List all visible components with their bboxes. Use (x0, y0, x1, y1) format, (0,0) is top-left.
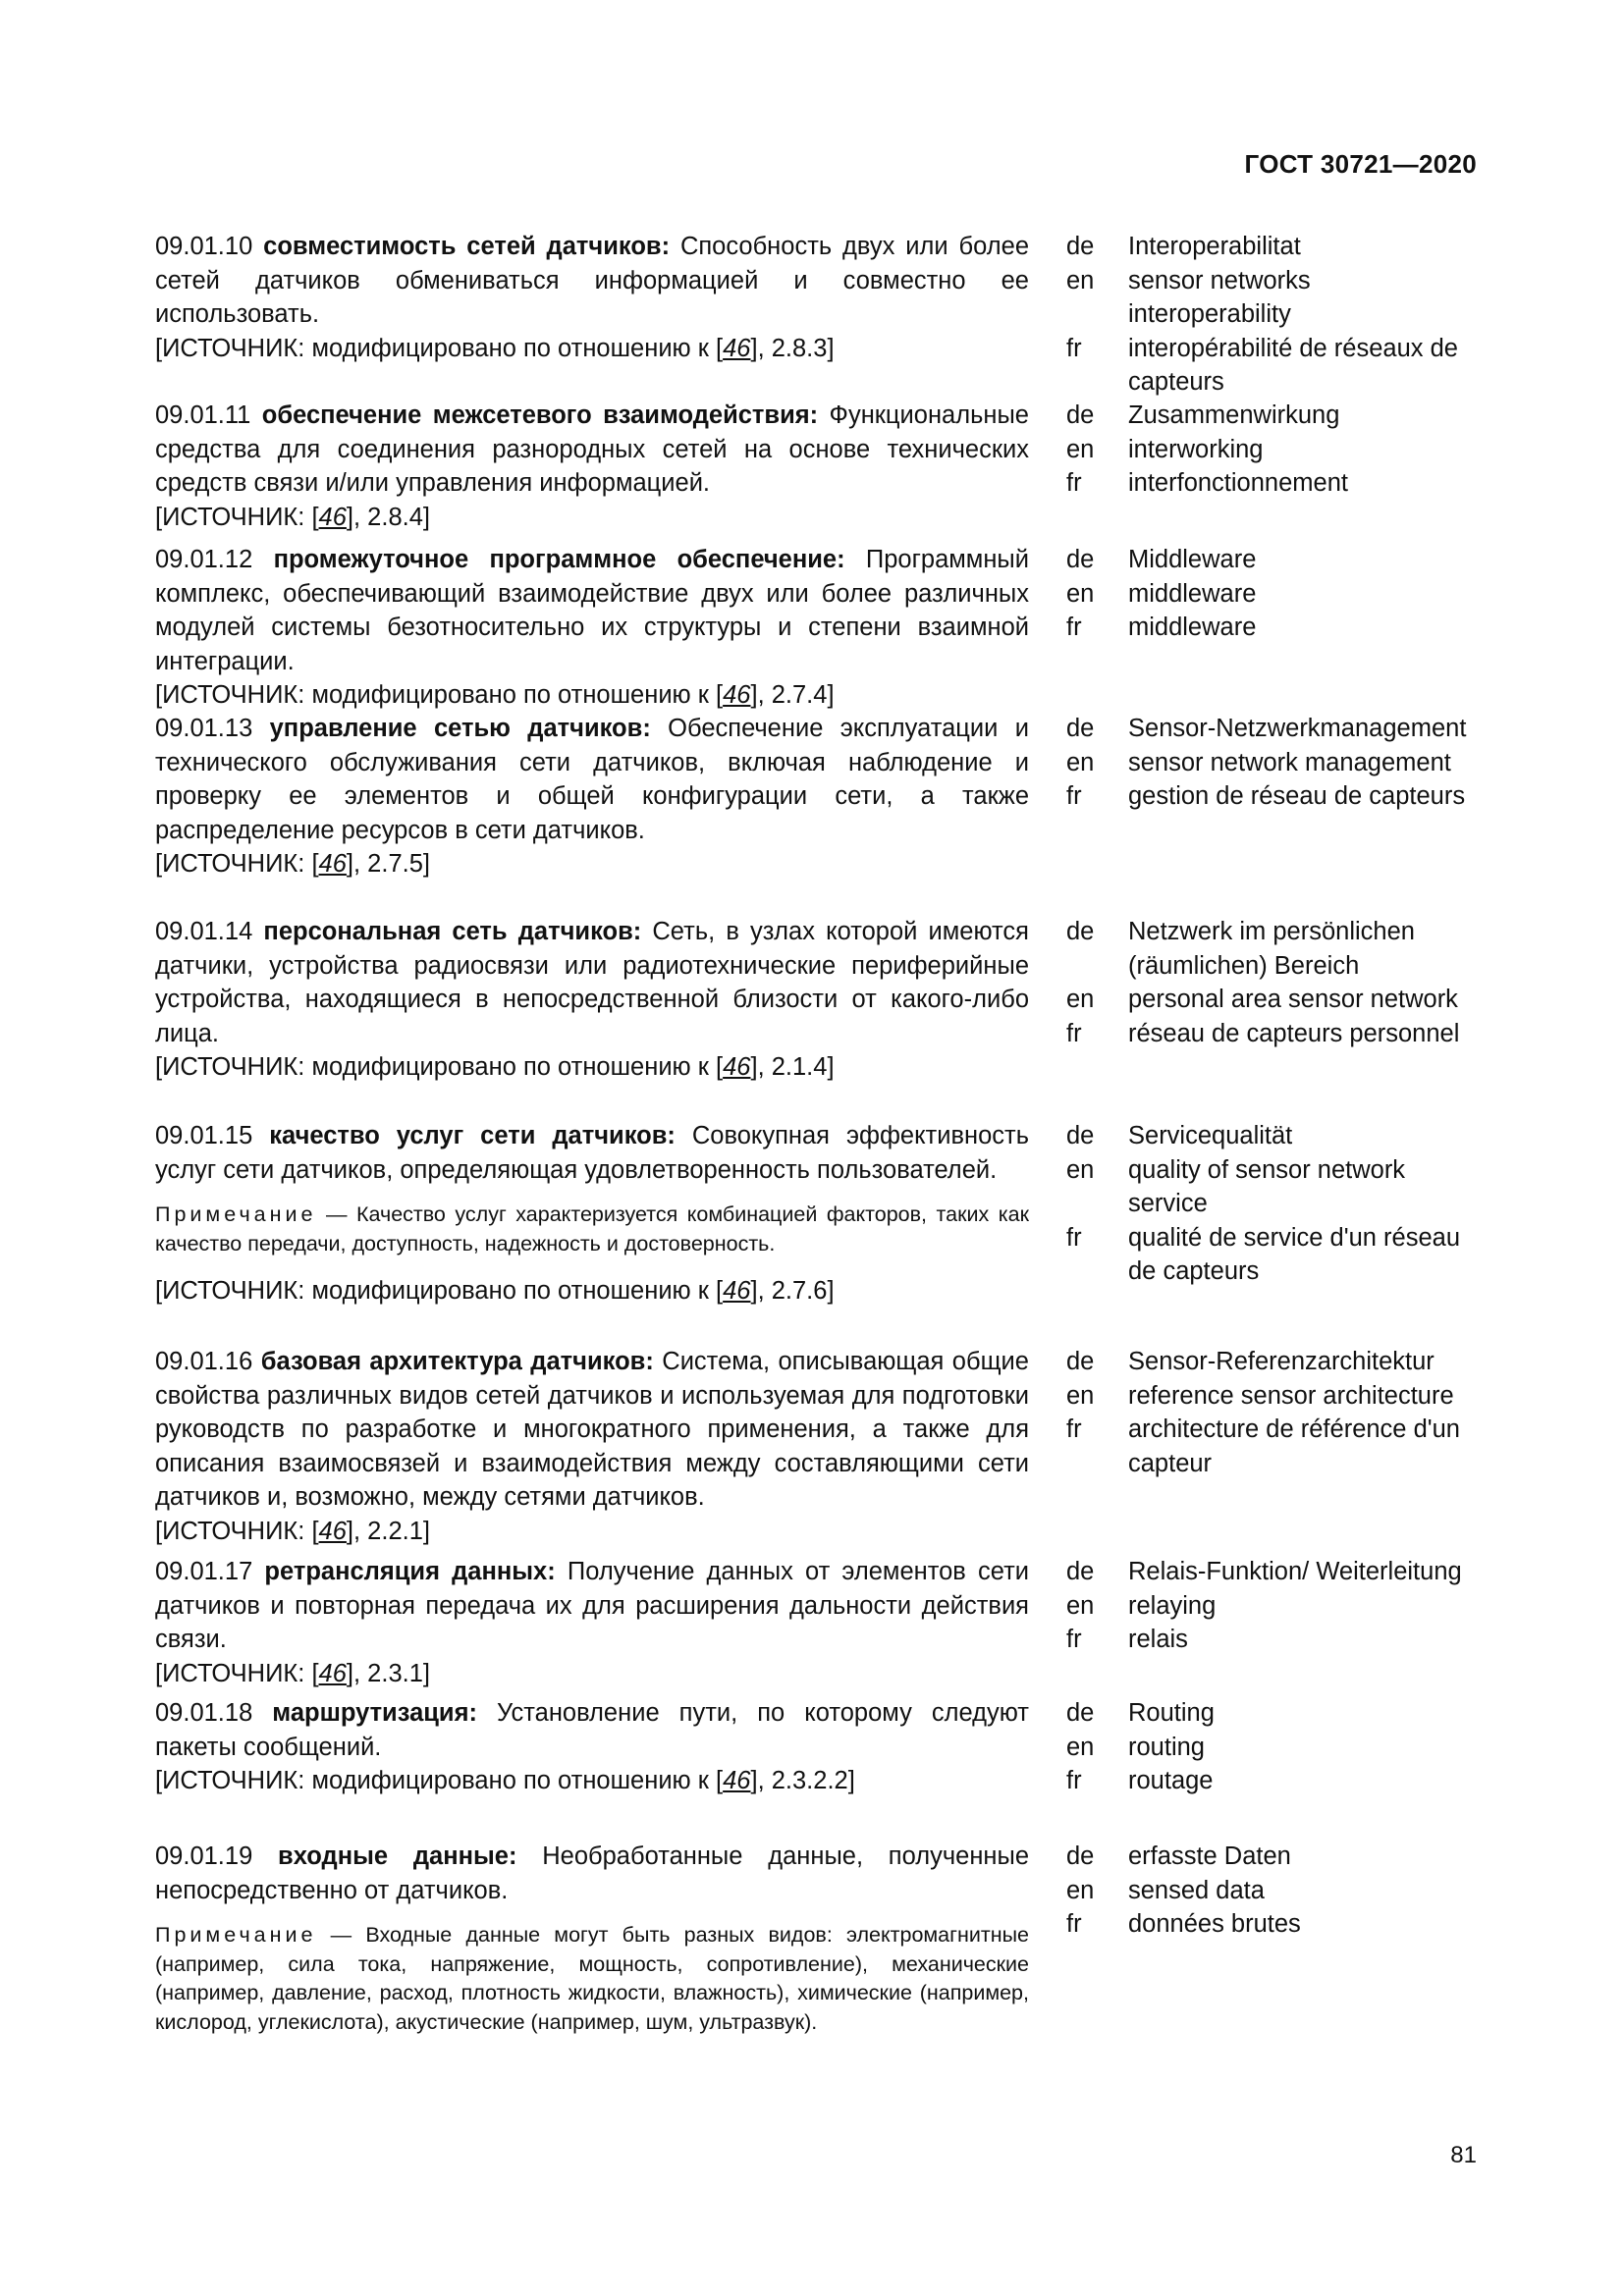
term-definition-text: Сеть, в узлах которой имеются датчики, устройства радиосвязи или радиотехнические периферийные устройства, находящиеся в непосредственной близости от какого-либо лица. (155, 918, 1029, 1047)
equivalent-en: reference sensor architecture (1128, 1381, 1454, 1410)
lang-code-en: en (1066, 748, 1095, 776)
reference-link[interactable]: 46 (723, 334, 751, 362)
lang-code-fr: fr (1066, 1767, 1082, 1794)
foreign-equivalents (1066, 1840, 1473, 1942)
term-definition-text: Совокупная эффективность услуг сети датчиков, определяющая удовлетворенность пользователей. (155, 1122, 1030, 1184)
equivalent-en: sensor network management (1128, 748, 1451, 776)
lang-code-de: de (1066, 1348, 1095, 1375)
lang-code-de: de (1066, 1558, 1095, 1585)
note-label: Примечание (155, 1202, 317, 1226)
term-number: 09.01.11 (155, 401, 251, 429)
term-definition-text: Способность двух или более сетей датчиков обмениваться информацией и совместно ее использовать. (155, 233, 1030, 328)
term-name: промежуточное программное обеспечение: (273, 546, 845, 573)
term-source: [ИСТОЧНИК: модифицировано по отношению к [46], 2.1.4] (155, 1053, 835, 1081)
term-definition (155, 1696, 1029, 1798)
term-number: 09.01.12 (155, 546, 253, 573)
lang-code-en: en (1066, 579, 1095, 608)
lang-code-de: de (1066, 233, 1095, 260)
term-definition (155, 399, 1029, 534)
equivalent-de: Relais-Funktion/ Weiterleitung (1128, 1558, 1462, 1585)
lang-code-de: de (1066, 401, 1095, 429)
foreign-equivalents (1066, 543, 1473, 645)
page-number: 81 (1450, 2142, 1477, 2168)
reference-link[interactable]: 46 (318, 1659, 347, 1687)
term-source: [ИСТОЧНИК: [46], 2.2.1] (155, 1517, 430, 1545)
lang-code-de: de (1066, 546, 1095, 573)
equivalent-fr: qualité de service d'un réseau de capteurs (1128, 1223, 1460, 1285)
note-text: Качество услуг характеризуется комбинацией факторов, таких как качество передачи, доступность, надежность и достоверность. (155, 1202, 1029, 1255)
term-number: 09.01.13 (155, 715, 253, 742)
document-standard-number: ГОСТ 30721—2020 (1244, 149, 1477, 179)
term-source: [ИСТОЧНИК: модифицировано по отношению к [46], 2.7.4] (155, 681, 835, 709)
foreign-equivalents (1066, 915, 1473, 1050)
equivalent-fr: données brutes (1128, 1910, 1301, 1938)
equivalent-en: interworking (1128, 435, 1264, 463)
equivalent-en: sensor networks interoperability (1128, 266, 1311, 328)
lang-code-de: de (1066, 1842, 1095, 1870)
reference-link[interactable]: 46 (723, 681, 751, 709)
foreign-equivalents (1066, 1696, 1473, 1798)
term-definition-text: Функциональные средства для соединения разнородных сетей на основе технических средств связи и/или управления информацией. (155, 401, 1029, 497)
term-definition (155, 915, 1029, 1085)
equivalent-fr: middleware (1128, 614, 1257, 641)
term-source: [ИСТОЧНИК: модифицировано по отношению к [46], 2.7.6] (155, 1277, 835, 1305)
term-source: [ИСТОЧНИК: модифицировано по отношению к [46], 2.3.2.2] (155, 1767, 855, 1794)
lang-code-de: de (1066, 918, 1095, 945)
equivalent-de: Netzwerk im persönlichen (räumlichen) Bereich (1128, 918, 1415, 980)
equivalent-en: routing (1128, 1733, 1205, 1761)
term-number: 09.01.19 (155, 1842, 253, 1870)
lang-code-en: en (1066, 1876, 1095, 1904)
term-definition-text: Обеспечение эксплуатации и технического обслуживания сети датчиков, включая наблюдение и проверку ее элементов и общей конфигурации сети, а также распределение ресурсов в сети датчиков. (155, 715, 1029, 844)
term-definition-text: Установление пути, по которому следуют пакеты сообщений. (155, 1699, 1029, 1761)
lang-code-fr: fr (1066, 1626, 1082, 1653)
term-name: управление сетью датчиков: (269, 715, 651, 742)
lang-code-fr: fr (1066, 1910, 1082, 1938)
term-definition (155, 712, 1029, 881)
equivalent-fr: interfonctionnement (1128, 469, 1348, 497)
equivalent-en: personal area sensor network (1128, 986, 1458, 1013)
lang-code-en: en (1066, 1591, 1095, 1620)
term-number: 09.01.15 (155, 1122, 253, 1149)
reference-link[interactable]: 46 (318, 850, 347, 878)
lang-code-fr: fr (1066, 782, 1082, 810)
note-text: Входные данные могут быть разных видов: электромагнитные (например, сила тока, напряжение, мощность, сопротивление), механические (например, давление, расход, плотность жидкости, влажность), химические (например, кислород, углекислота), акустические (например, шум, ультразвук). (155, 1923, 1029, 2034)
term-name: маршрутизация: (272, 1699, 477, 1727)
term-definition (155, 1119, 1029, 1308)
term-name: обеспечение межсетевого взаимодействия: (261, 401, 819, 429)
term-name: базовая архитектура датчиков: (260, 1348, 654, 1375)
term-source: [ИСТОЧНИК: [46], 2.7.5] (155, 850, 430, 878)
lang-code-de: de (1066, 1699, 1095, 1727)
equivalent-de: Interoperabilitat (1128, 233, 1301, 260)
reference-link[interactable]: 46 (723, 1767, 751, 1794)
reference-link[interactable]: 46 (723, 1277, 751, 1305)
equivalent-en: sensed data (1128, 1876, 1265, 1904)
term-name: ретрансляция данных: (264, 1558, 556, 1585)
lang-code-fr: fr (1066, 469, 1082, 497)
term-definition (155, 1555, 1029, 1690)
foreign-equivalents (1066, 399, 1473, 501)
equivalent-en: relaying (1128, 1591, 1217, 1620)
equivalent-fr: interopérabilité de réseaux de capteurs (1128, 334, 1458, 396)
lang-code-en: en (1066, 1381, 1095, 1410)
foreign-equivalents (1066, 1555, 1473, 1657)
reference-link[interactable]: 46 (723, 1053, 751, 1081)
term-source: [ИСТОЧНИК: [46], 2.8.4] (155, 503, 430, 531)
foreign-equivalents (1066, 1119, 1473, 1289)
equivalent-en: quality of sensor network service (1128, 1155, 1406, 1217)
foreign-equivalents (1066, 230, 1473, 400)
lang-code-fr: fr (1066, 1223, 1082, 1252)
term-definition-text: Система, описывающая общие свойства различных видов сетей датчиков и используемая для подготовки руководств по разработке и многократного применения, а также для описания взаимосвязей и взаимодействия между составляющими сети датчиков и, возможно, между сетями датчиков. (155, 1348, 1029, 1511)
note-label: Примечание (155, 1923, 317, 1947)
lang-code-en: en (1066, 1733, 1095, 1761)
lang-code-de: de (1066, 1122, 1095, 1149)
term-definition-text: Программный комплекс, обеспечивающий взаимодействие двух или более различных модулей системы безотносительно их структуры и степени взаимной интеграции. (155, 546, 1029, 675)
term-source: [ИСТОЧНИК: модифицировано по отношению к [46], 2.8.3] (155, 334, 835, 362)
equivalent-de: Routing (1128, 1699, 1215, 1727)
term-note: Примечание — Качество услуг характеризуется комбинацией факторов, таких как качество передачи, доступность, надежность и достоверность. (155, 1202, 1029, 1255)
term-definition (155, 1840, 1029, 2053)
equivalent-de: Sensor-Netzwerkmanagement (1128, 715, 1467, 742)
lang-code-fr: fr (1066, 334, 1082, 362)
term-note: Примечание — Входные данные могут быть разных видов: электромагнитные (например, сила тока, напряжение, мощность, сопротивление), механические (например, давление, расход, плотность жидкости, влажность), химические (например, кислород, углекислота), акустические (например, шум, ультразвук). (155, 1923, 1029, 2034)
lang-code-fr: fr (1066, 614, 1082, 641)
equivalent-fr: routage (1128, 1767, 1214, 1794)
term-definition-text: Необработанные данные, полученные непосредственно от датчиков. (155, 1842, 1030, 1904)
lang-code-de: de (1066, 715, 1095, 742)
term-number: 09.01.16 (155, 1348, 253, 1375)
foreign-equivalents (1066, 712, 1473, 814)
term-definition (155, 543, 1029, 713)
term-name: совместимость сетей датчиков: (263, 233, 671, 260)
reference-link[interactable]: 46 (318, 503, 347, 531)
lang-code-en: en (1066, 986, 1095, 1013)
term-name: входные данные: (278, 1842, 517, 1870)
term-source: [ИСТОЧНИК: [46], 2.3.1] (155, 1659, 430, 1687)
equivalent-de: Zusammenwirkung (1128, 401, 1340, 429)
term-name: персональная сеть датчиков: (263, 918, 642, 945)
foreign-equivalents (1066, 1345, 1473, 1480)
equivalent-fr: relais (1128, 1626, 1188, 1653)
equivalent-de: erfasste Daten (1128, 1842, 1291, 1870)
equivalent-de: Middleware (1128, 546, 1257, 573)
term-number: 09.01.18 (155, 1699, 253, 1727)
equivalent-de: Servicequalität (1128, 1122, 1293, 1149)
lang-code-fr: fr (1066, 1019, 1082, 1047)
equivalent-fr: réseau de capteurs personnel (1128, 1019, 1460, 1047)
term-name: качество услуг сети датчиков: (269, 1122, 676, 1149)
reference-link[interactable]: 46 (318, 1517, 347, 1545)
lang-code-en: en (1066, 1155, 1095, 1184)
lang-code-en: en (1066, 266, 1095, 294)
term-number: 09.01.14 (155, 918, 253, 945)
term-number: 09.01.10 (155, 233, 253, 260)
term-number: 09.01.17 (155, 1558, 253, 1585)
lang-code-en: en (1066, 435, 1095, 463)
equivalent-en: middleware (1128, 579, 1257, 608)
term-definition-text: Получение данных от элементов сети датчиков и повторная передача их для расширения дальности действия связи. (155, 1558, 1029, 1653)
lang-code-fr: fr (1066, 1415, 1082, 1443)
term-definition (155, 230, 1029, 365)
equivalent-fr: architecture de référence d'un capteur (1128, 1415, 1460, 1477)
equivalent-de: Sensor-Referenzarchitektur (1128, 1348, 1435, 1375)
term-definition (155, 1345, 1029, 1548)
equivalent-fr: gestion de réseau de capteurs (1128, 782, 1466, 810)
